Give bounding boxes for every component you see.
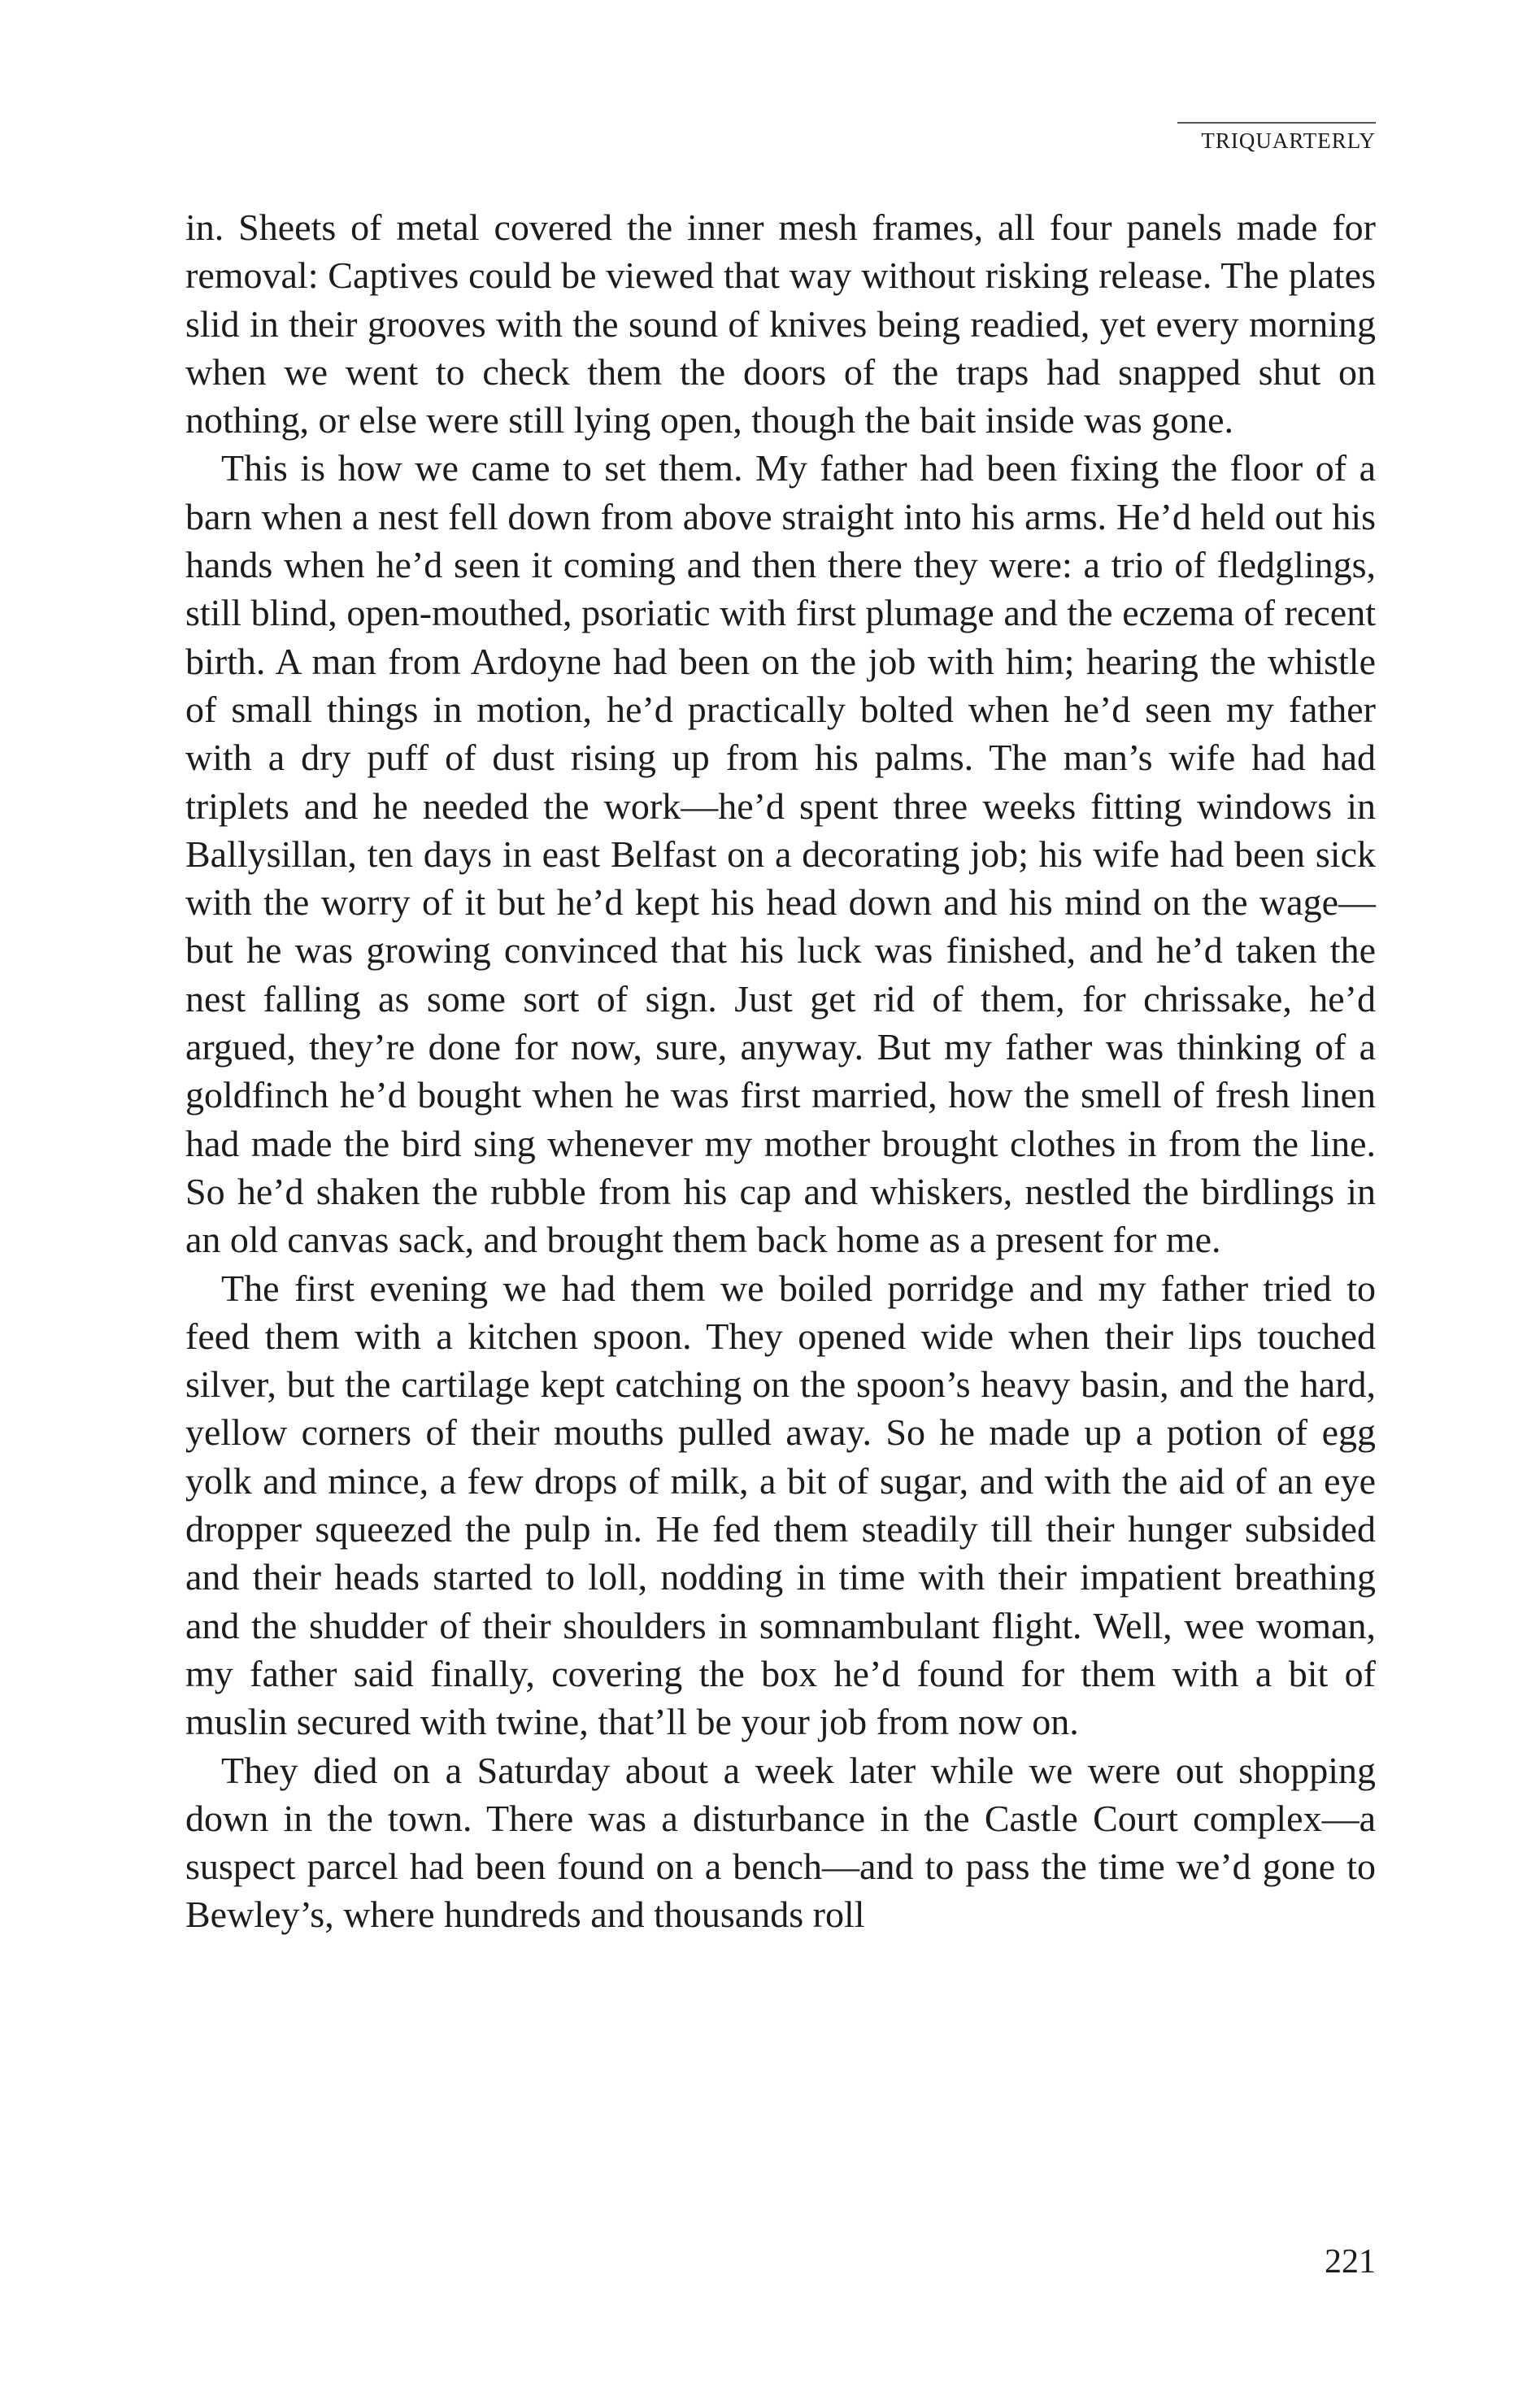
paragraph-2: This is how we came to set them. My father had been fixing the floor of a barn when a nest fell down from above straight into his arms. He’d held out his hands when he’d seen it coming and then there they were: a trio of fledglings, still blind, open-mouthed, psoriatic with first plumage and the eczema of recent birth. A man from Ardoyne had been on the job with him; hearing the whistle of small things in motion, he’d practically bolted when he’d seen my father with a dry puff of dust rising up from his palms. The man’s wife had had triplets and he needed the work—he’d spent three weeks fitting windows in Ballysillan, ten days in east Belfast on a decorating job; his wife had been sick with the worry of it but he’d kept his head down and his mind on the wage—but he was growing convinced that his luck was finished, and he’d taken the nest falling as some sort of sign. Just get rid of them, for chrissake, he’d argued, they’re done for now, sure, anyway. But my father was thinking of a goldfinch he’d bought when he was first married, how the smell of fresh linen had made the bird sing whenever my mother brought clothes in from the line. So he’d shaken the rubble from his cap and whiskers, nestled the birdlings in an old canvas sack, and brought them back home as a present for me.	[185, 447, 1376, 1261]
page-number: 221	[1325, 2243, 1376, 2281]
paragraph-3: The first evening we had them we boiled porridge and my father tried to feed them with a kitchen spoon. They opened wide when their lips touched silver, but the cartilage kept catching on the spoon’s heavy basin, and the hard, yellow corners of their mouths pulled away. So he made up a potion of egg yolk and mince, a few drops of milk, a bit of sugar, and with the aid of an eye dropper squeezed the pulp in. He fed them steadily till their hunger subsided and their heads started to loll, nodding in time with their impatient breathing and the shudder of their shoulders in somnambulant flight. Well, wee woman, my father said finally, covering the box he’d found for them with a bit of muslin secured with twine, that’ll be your job from now on.	[185, 1267, 1376, 1743]
body-text	[185, 203, 1376, 1939]
paragraph-1: in. Sheets of metal covered the inner mesh frames, all four panels made for removal: Captives could be viewed that way without risking release. The plates slid in their grooves with the sound of knives being readied, yet every morning when we went to check them the doors of the traps had snapped shut on nothing, or else were still lying open, though the bait inside was gone.	[185, 207, 1376, 441]
paragraph-4: They died on a Saturday about a week later while we were out shopping down in the town. There was a disturbance in the Castle Court complex—a suspect parcel had been found on a bench—and to pass the time we’d gone to Bewley’s, where hundreds and thousands roll	[185, 1749, 1376, 1936]
running-head: TRIQUARTERLY	[1177, 122, 1376, 163]
